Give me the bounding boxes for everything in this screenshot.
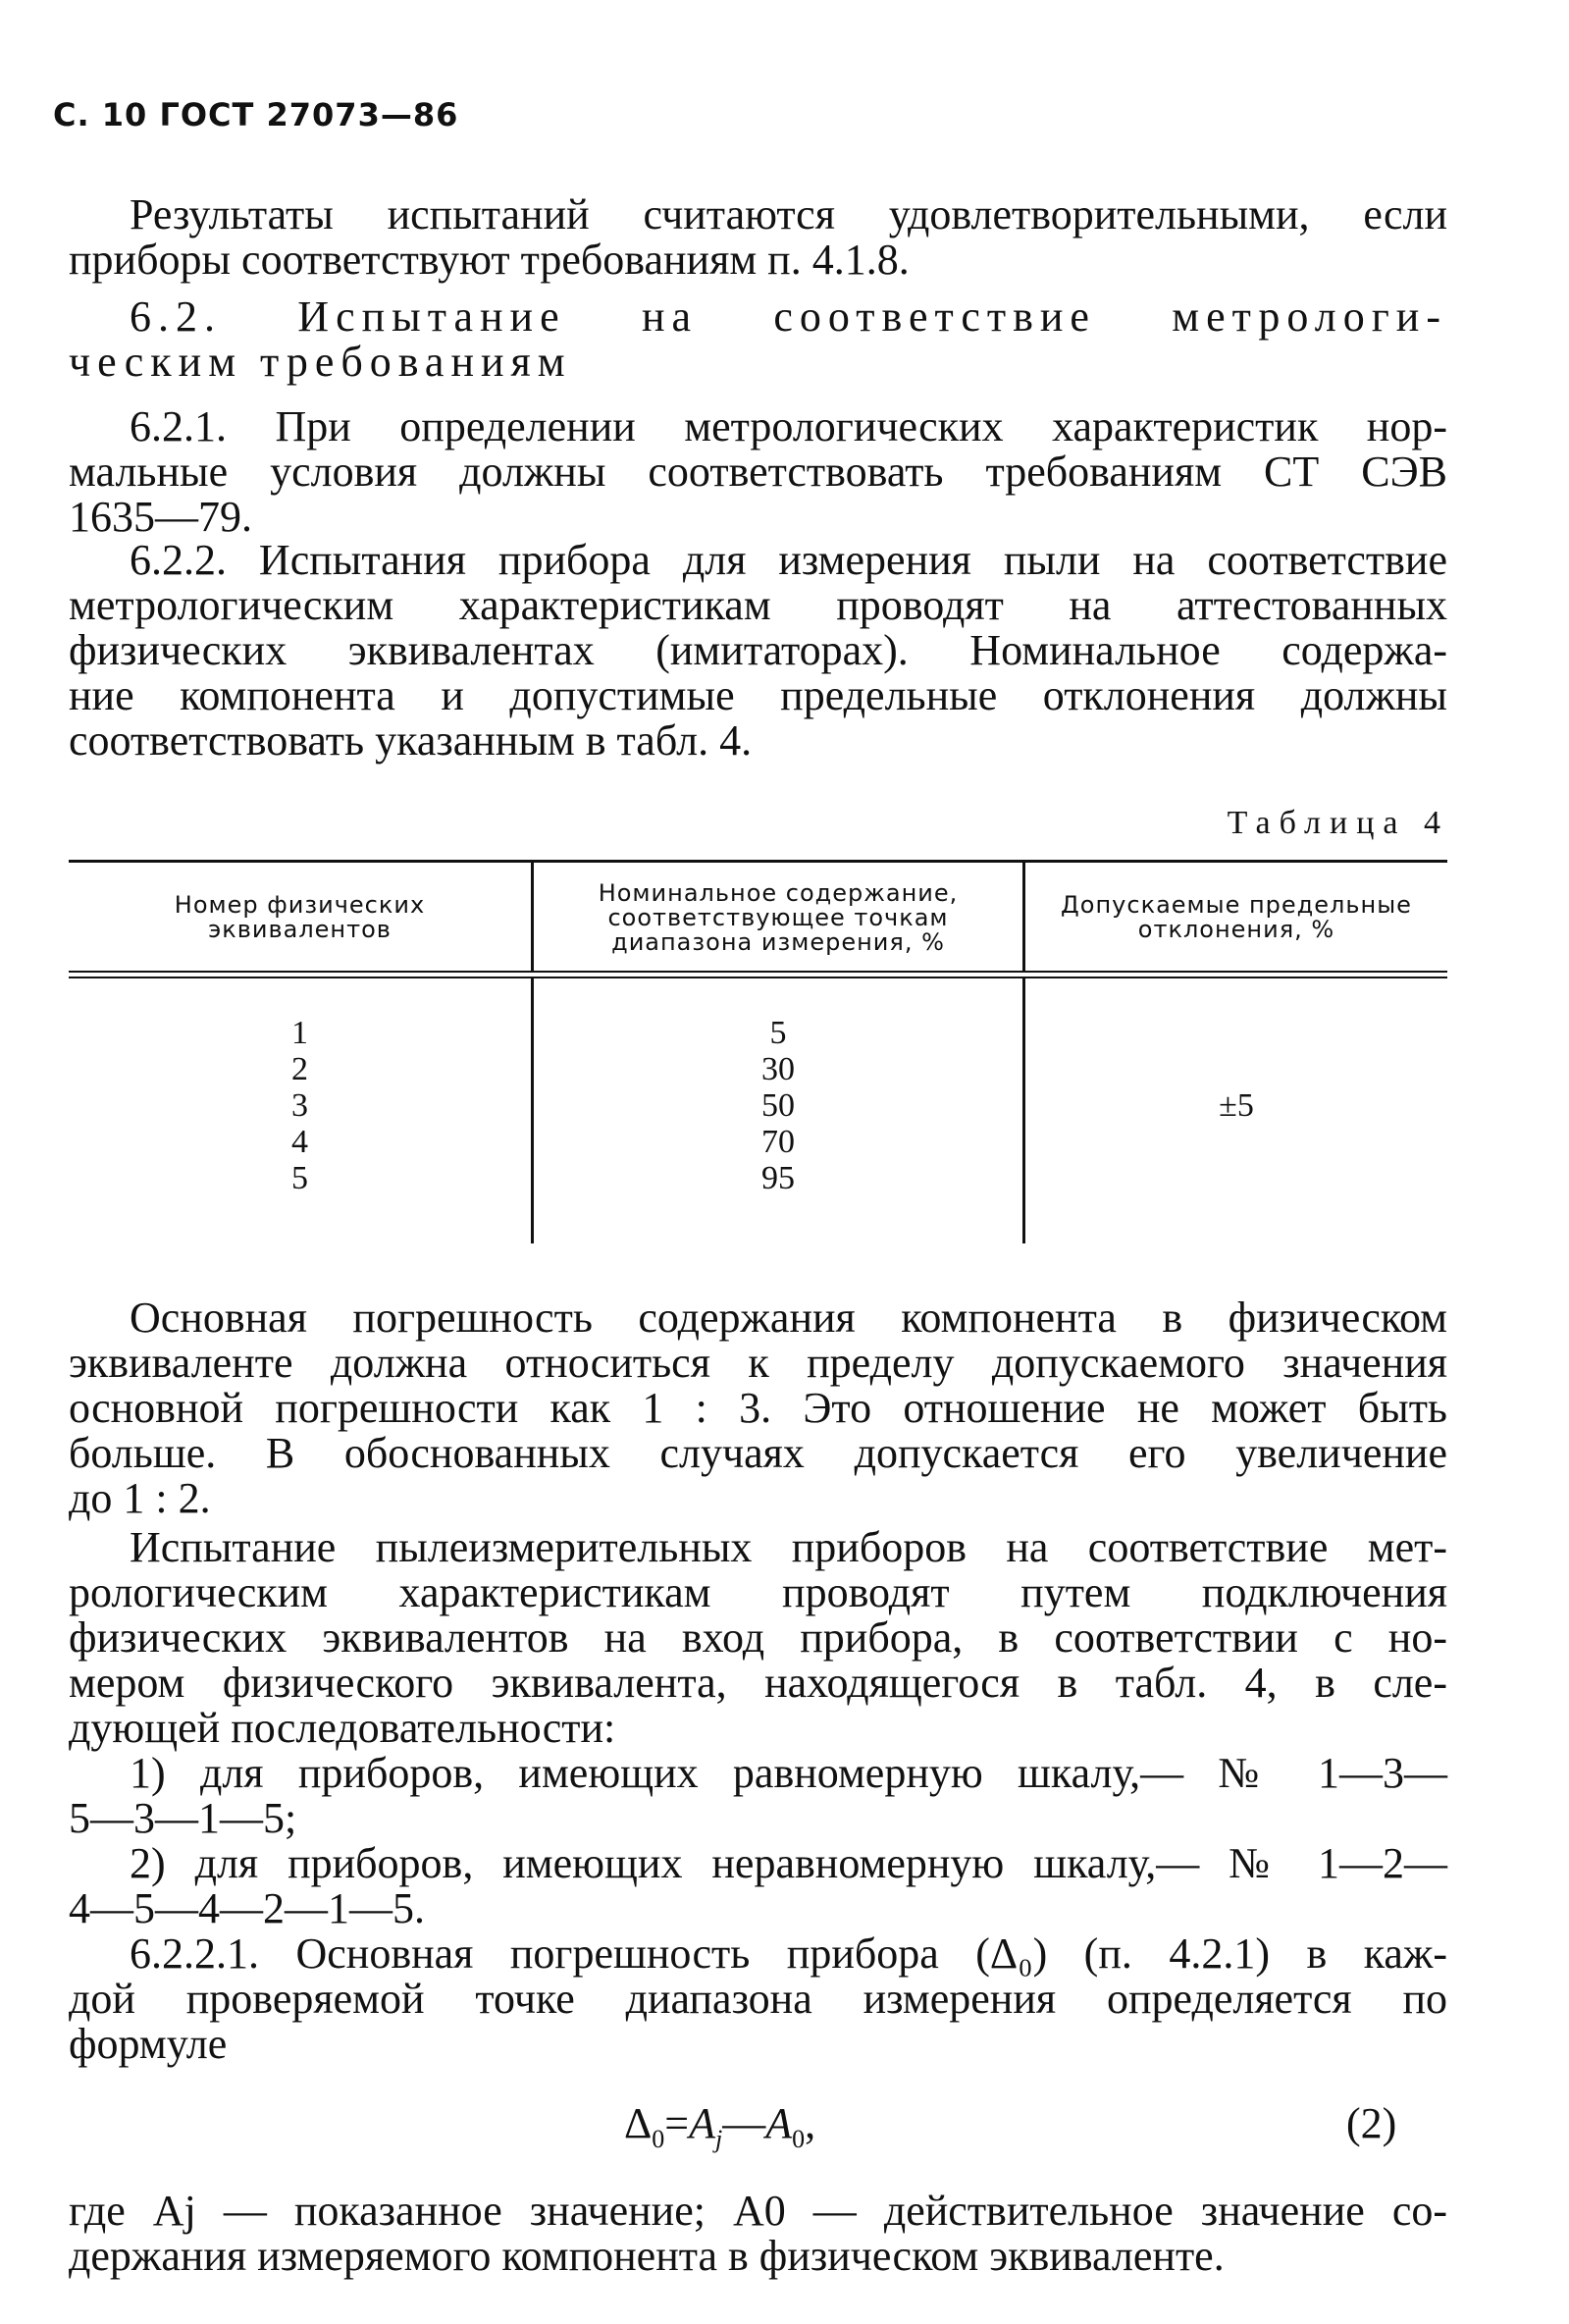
text-line: эквиваленте должна относиться к пределу допускаемого значения [69, 1339, 1447, 1387]
header-line: диапазона измерения, % [611, 928, 945, 956]
page-header: С. 10 ГОСТ 27073—86 [53, 96, 459, 133]
heading-line: ческим требованиям [69, 338, 572, 386]
header-line: Номинальное содержание, [598, 879, 959, 907]
formula-symbol: Δ [624, 2099, 653, 2147]
formula-variable: A [689, 2099, 716, 2147]
table-header-rule [69, 971, 1447, 973]
header-line: Номер физических [174, 891, 426, 919]
formula-subscript: 0 [652, 2124, 665, 2153]
text-line: физических эквивалентов на вход прибора, в соответствии с но- [69, 1613, 1447, 1662]
text-line: метрологическим характеристикам проводят на аттестованных [69, 581, 1447, 629]
text-line: держания измеряемого компонента в физическом эквиваленте. [69, 2232, 1225, 2280]
table-header-deviation [1025, 893, 1447, 942]
paragraph-6-2-1 [69, 404, 1447, 540]
text-line: физических эквивалентах (имитаторах). Номинальное содержа- [69, 626, 1447, 674]
text-line: 1635—79. [69, 493, 252, 541]
text-line: 1) для приборов, имеющих равномерную шкалу,— № 1—3— [130, 1749, 1447, 1797]
paragraph-6-2-2 [69, 538, 1447, 764]
text-line: 6.2.2. Испытания прибора для измерения пыли на соответствие [130, 536, 1447, 584]
text-line: приборы соответствуют требованиям п. 4.1.8. [69, 236, 910, 284]
text-line: больше. В обоснованных случаях допускается его увеличение [69, 1429, 1447, 1477]
table-cell: 5 [291, 1160, 308, 1196]
paragraph-6-2-2-1 [69, 1931, 1447, 2067]
table-cell: 70 [761, 1124, 795, 1160]
header-line: Допускаемые предельные [1061, 891, 1412, 919]
equation-number: (2) [1346, 2099, 1397, 2147]
table-cell: 4 [291, 1124, 308, 1160]
table-cell: 5 [769, 1015, 787, 1051]
table-cell: 2 [291, 1051, 308, 1087]
text-line: соответствовать указанным в табл. 4. [69, 716, 753, 765]
text-line: мальные условия должны соответствовать требованиям СТ СЭВ [69, 448, 1447, 496]
table-header-nominal [534, 881, 1022, 955]
text-line: Испытание пылеизмерительных приборов на соответствие мет- [130, 1523, 1447, 1571]
text-line: Основная погрешность содержания компонента в физическом [130, 1294, 1447, 1342]
text-line: 2) для приборов, имеющих неравномерную шкалу,— № 1—2— [130, 1839, 1447, 1887]
text-line: ние компонента и допустимые предельные отклонения должны [69, 671, 1447, 719]
formula-symbol: — [722, 2099, 766, 2147]
table-caption: Таблица 4 [1227, 805, 1449, 841]
header-line: эквивалентов [208, 916, 392, 943]
text-line: формуле [69, 2020, 228, 2068]
table-cell: ±5 [1219, 1087, 1254, 1124]
section-heading-6-2 [69, 294, 1447, 385]
formula-2 [624, 2098, 815, 2154]
text-line: 6.2.1. При определении метрологических характеристик нор- [130, 402, 1447, 450]
formula-symbol: = [664, 2099, 690, 2147]
text-line: Результаты испытаний считаются удовлетворительными, если [130, 190, 1447, 238]
list-item-uniform-scale [69, 1751, 1447, 1841]
text-line: мером физического эквивалента, находящегося в табл. 4, в сле- [69, 1659, 1447, 1707]
table-cell: 1 [291, 1015, 308, 1051]
table-cell: 3 [291, 1087, 308, 1124]
table-header-number [69, 893, 531, 942]
paragraph-results [69, 192, 1447, 283]
text-line: 4—5—4—2—1—5. [69, 1884, 425, 1932]
text-line: дой проверяемой точке диапазона измерения определяется по [69, 1975, 1447, 2023]
table-cell: 95 [761, 1160, 795, 1196]
table-top-rule [69, 860, 1447, 863]
text-line: до 1 : 2. [69, 1474, 211, 1522]
text-line: 6.2.2.1. Основная погрешность прибора (Δ₀) (п. 4.2.1) в каж- [130, 1929, 1447, 1978]
table-cell: 30 [761, 1051, 795, 1087]
formula-variable: A [765, 2099, 793, 2147]
formula-subscript: 0 [792, 2124, 806, 2153]
header-line: соответствующее точкам [607, 904, 949, 931]
paragraph-where [69, 2189, 1447, 2279]
paragraph-basic-error [69, 1295, 1447, 1521]
table-cell: 50 [761, 1087, 795, 1124]
text-line: рологическим характеристикам проводят путем подключения [69, 1568, 1447, 1616]
table-column-nominal [534, 1015, 1022, 1196]
list-item-nonuniform-scale [69, 1841, 1447, 1931]
heading-line: 6.2. Испытание на соответствие метрологи- [130, 292, 1447, 341]
table-column-numbers [69, 1015, 531, 1196]
formula-subscript: j [715, 2124, 723, 2153]
paragraph-test-procedure [69, 1525, 1447, 1751]
header-line: отклонения, % [1137, 916, 1335, 943]
text-line: 5—3—1—5; [69, 1794, 297, 1842]
formula-symbol: , [805, 2099, 816, 2147]
table-header-rule-double [69, 977, 1447, 978]
text-line: основной погрешности как 1 : 3. Это отношение не может быть [69, 1384, 1447, 1432]
text-line: где Aj — показанное значение; A0 — действительное значение со- [69, 2187, 1447, 2235]
table-column-deviation [1025, 1087, 1447, 1124]
text-line: дующей последовательности: [69, 1704, 616, 1752]
